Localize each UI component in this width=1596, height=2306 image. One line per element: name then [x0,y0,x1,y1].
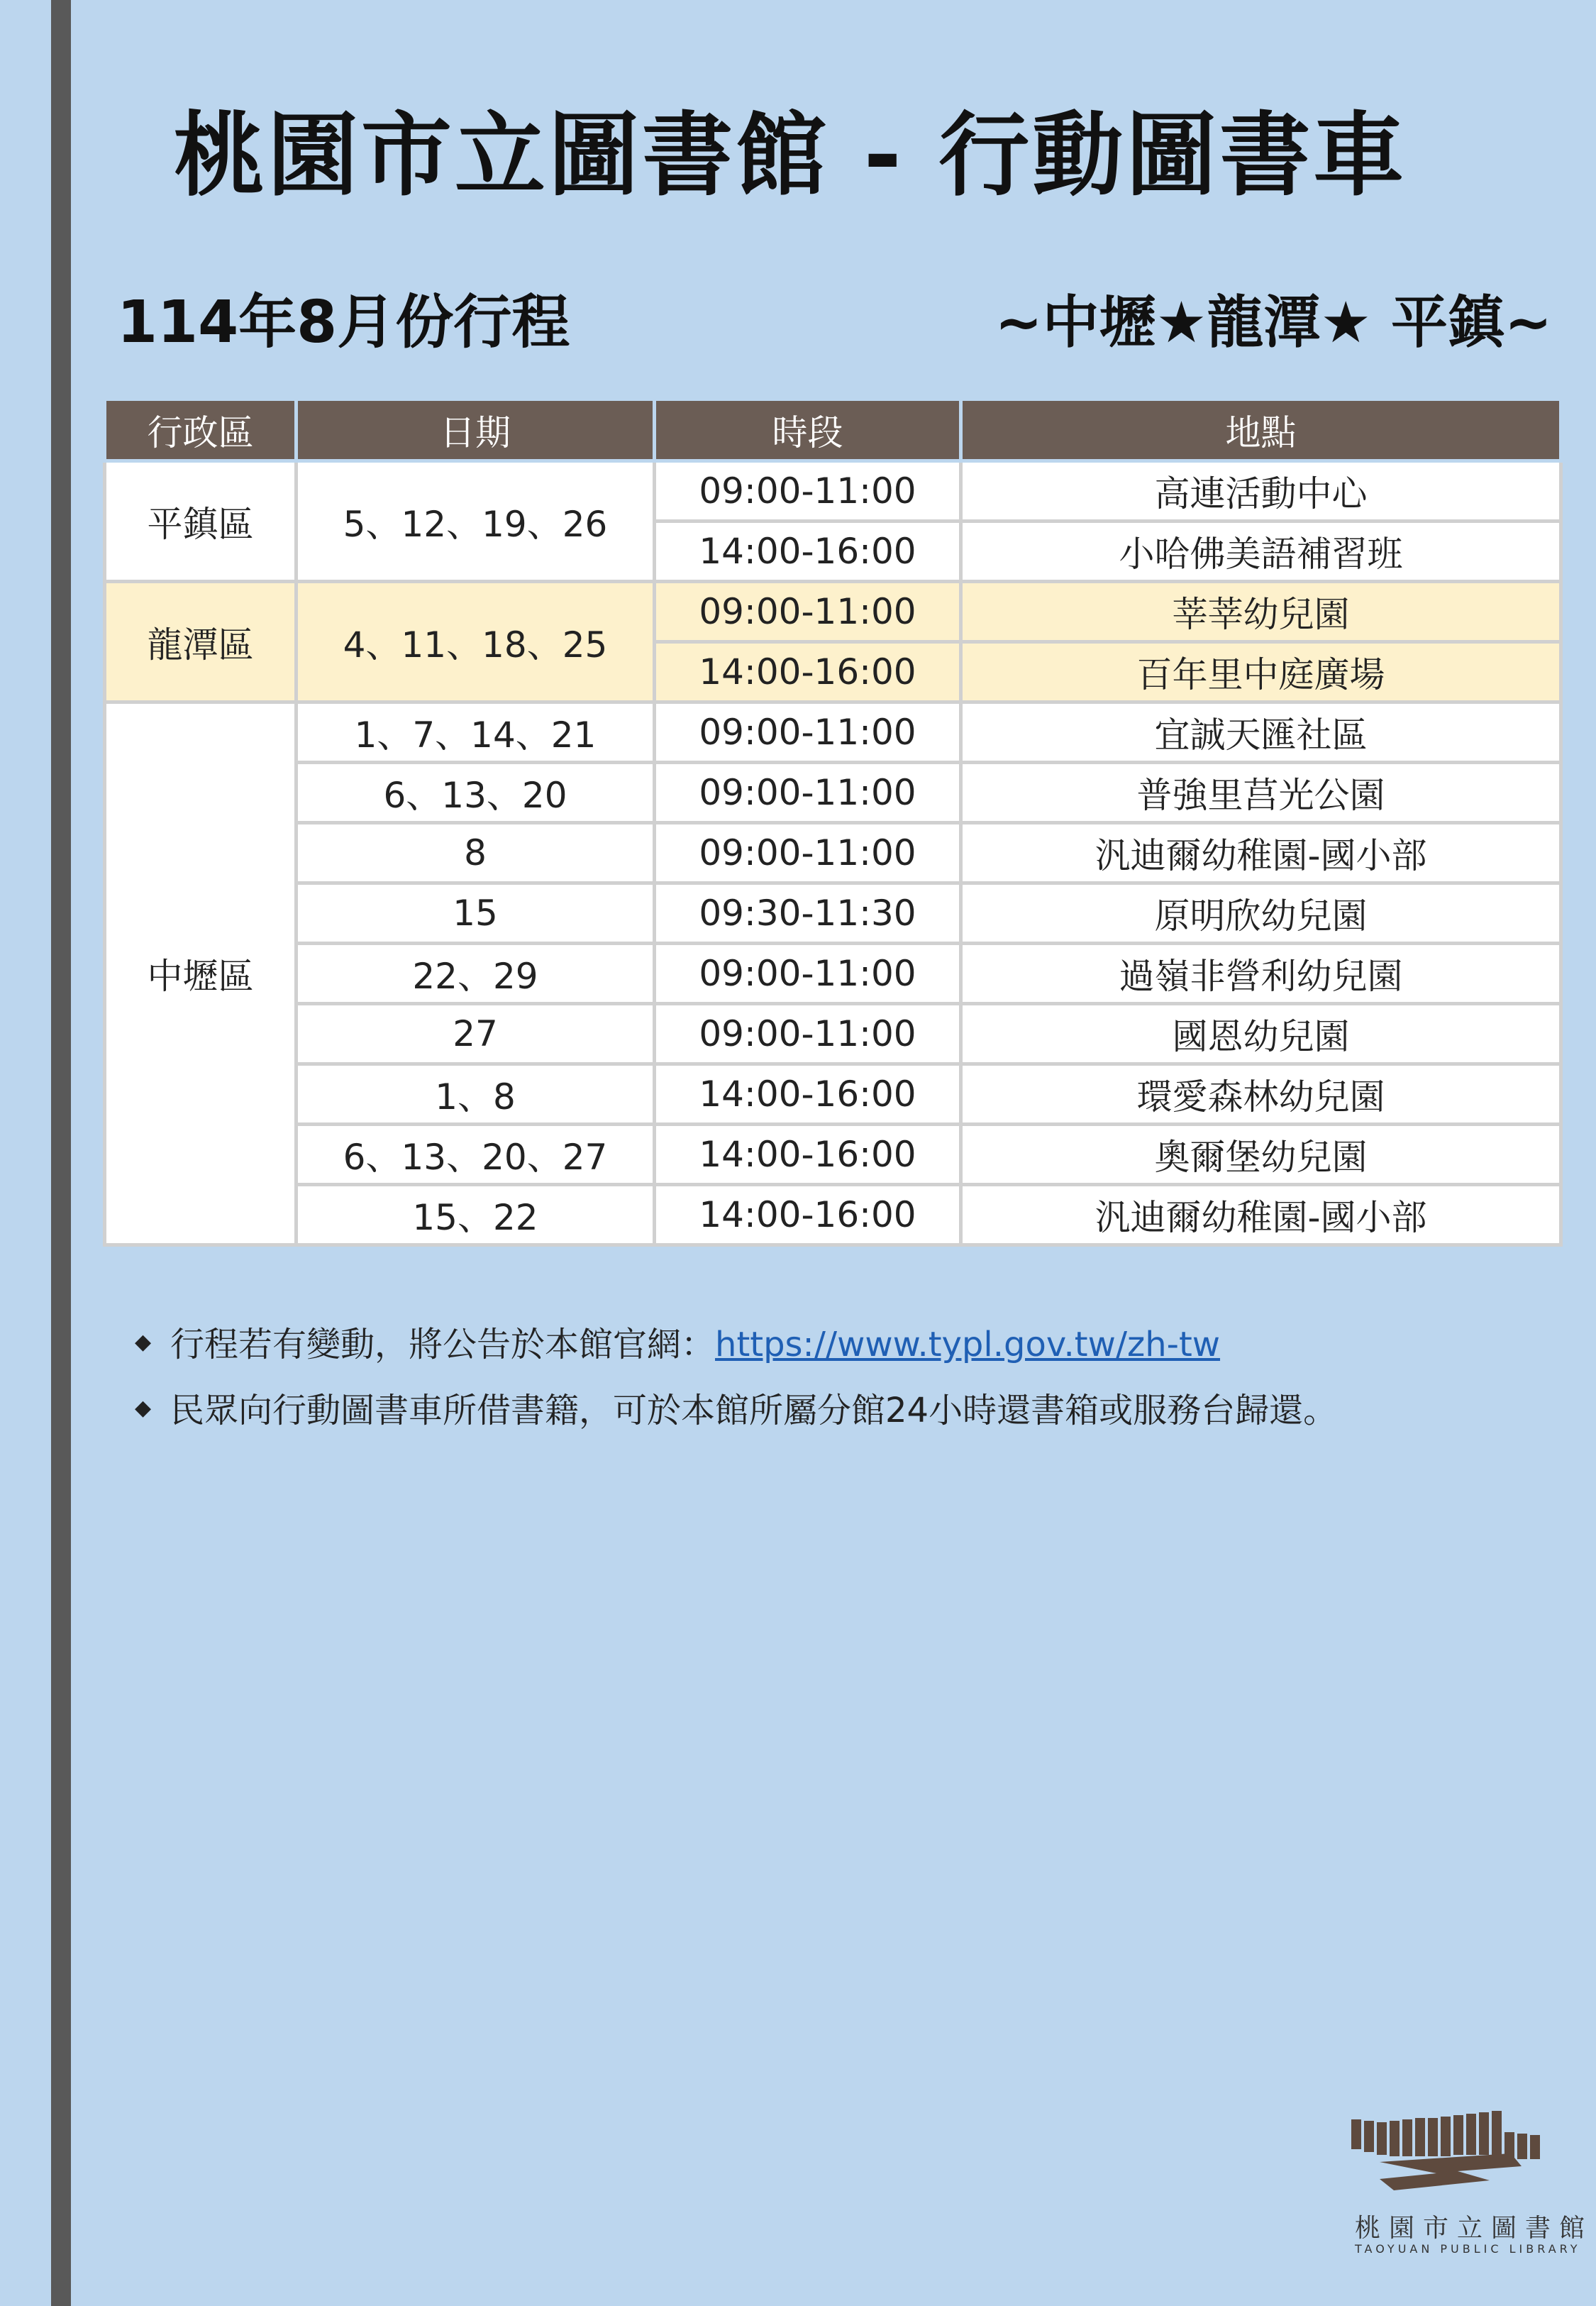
table-row [105,763,1561,823]
website-link[interactable]: https://www.typl.gov.tw/zh-tw [715,1325,1221,1364]
time-cell: 09:00-11:00 [655,763,961,823]
note-text: 行程若有變動，將公告於本館官網： [170,1325,716,1364]
table-row [105,702,1561,763]
place-cell: 過嶺非營利幼兒園 [961,944,1561,1004]
table-row [105,461,1561,522]
place-cell: 宜誠天匯社區 [961,702,1561,763]
time-cell: 09:00-11:00 [655,1004,961,1064]
table-row [105,1064,1561,1125]
place-cell: 高連活動中心 [961,461,1561,522]
table-row [105,883,1561,944]
date-cell: 27 [297,1004,655,1064]
time-cell: 09:00-11:00 [655,944,961,1004]
time-cell: 09:00-11:00 [655,582,961,642]
table-row [105,823,1561,883]
header-district: 行政區 [105,399,297,461]
date-cell: 4、11、18、25 [297,582,655,702]
table-row [105,1125,1561,1185]
place-cell: 汎迪爾幼稚園-國小部 [961,823,1561,883]
table-row [105,1185,1561,1245]
date-cell: 6、13、20 [297,763,655,823]
place-cell: 小哈佛美語補習班 [961,522,1561,582]
note-text: 民眾向行動圖書車所借書籍，可於本館所屬分館24小時還書箱或服務台歸還。 [170,1391,1338,1430]
place-cell: 汎迪爾幼稚園-國小部 [961,1185,1561,1245]
district-cell: 龍潭區 [105,582,297,702]
date-cell: 1、7、14、21 [297,702,655,763]
header-time: 時段 [655,399,961,461]
date-cell: 15 [297,883,655,944]
note-item [135,1313,1337,1379]
notes [135,1313,1337,1445]
logo-name-en: TAOYUAN PUBLIC LIBRARY [1355,2242,1581,2256]
diamond-bullet-icon: ◆ [135,1396,152,1420]
time-cell: 09:30-11:30 [655,883,961,944]
page-title: 桃園市立圖書館 - 行動圖書車 [174,103,1407,209]
time-cell: 14:00-16:00 [655,1064,961,1125]
schedule-table [103,397,1563,1247]
districts-heading: ~中壢★龍潭★ 平鎮~ [994,289,1552,355]
time-cell: 14:00-16:00 [655,1125,961,1185]
place-cell: 環愛森林幼兒園 [961,1064,1561,1125]
date-cell: 6、13、20、27 [297,1125,655,1185]
district-cell: 平鎮區 [105,461,297,582]
district-cell: 中壢區 [105,702,297,1245]
time-cell: 14:00-16:00 [655,642,961,702]
date-cell: 8 [297,823,655,883]
schedule-month-heading: 114年8月份行程 [117,289,570,356]
logo-name-cn: 桃園市立圖書館 [1355,2214,1594,2243]
place-cell: 莘莘幼兒園 [961,582,1561,642]
table-row [105,944,1561,1004]
time-cell: 14:00-16:00 [655,522,961,582]
header-place: 地點 [961,399,1561,461]
date-cell: 15、22 [297,1185,655,1245]
table-row [105,1004,1561,1064]
note-item [135,1379,1337,1445]
side-bar [51,0,71,2306]
time-cell: 09:00-11:00 [655,702,961,763]
diamond-bullet-icon: ◆ [135,1330,152,1355]
place-cell: 國恩幼兒園 [961,1004,1561,1064]
time-cell: 09:00-11:00 [655,461,961,522]
table-header-row [105,399,1561,461]
place-cell: 奧爾堡幼兒園 [961,1125,1561,1185]
table-row [105,582,1561,642]
time-cell: 09:00-11:00 [655,823,961,883]
date-cell: 5、12、19、26 [297,461,655,582]
header-date: 日期 [297,399,655,461]
date-cell: 1、8 [297,1064,655,1125]
place-cell: 普強里莒光公園 [961,763,1561,823]
time-cell: 14:00-16:00 [655,1185,961,1245]
date-cell: 22、29 [297,944,655,1004]
place-cell: 原明欣幼兒園 [961,883,1561,944]
place-cell: 百年里中庭廣場 [961,642,1561,702]
